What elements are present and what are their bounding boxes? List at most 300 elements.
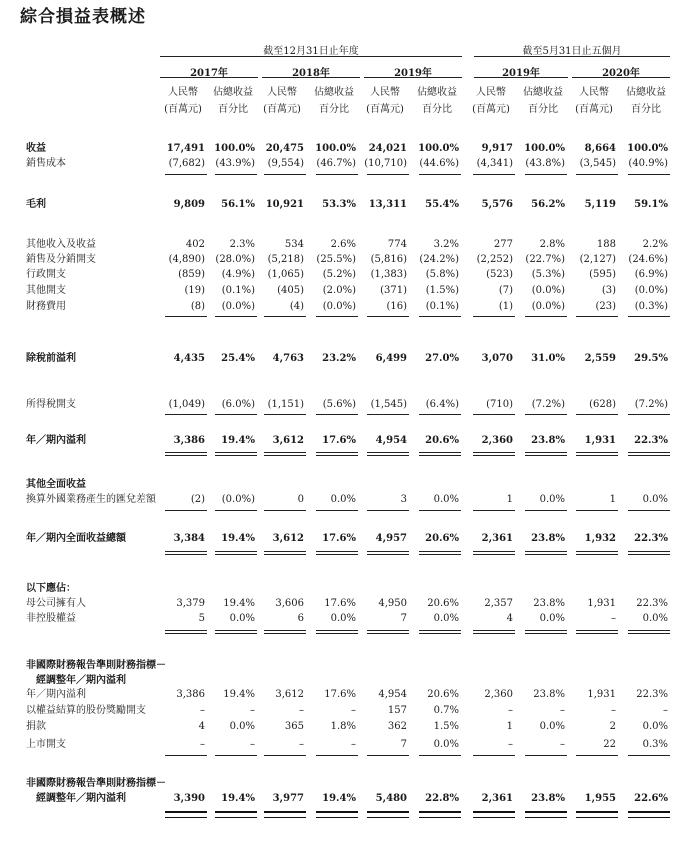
- subtotal-rule: [525, 811, 567, 818]
- subtotal-rule: [264, 630, 306, 634]
- subtotal-rule: [628, 551, 670, 555]
- percent-cell: (0.1%): [221, 285, 255, 296]
- subtotal-rule: [215, 316, 257, 317]
- subtotal-rule: [316, 811, 358, 818]
- subtotal-rule: [165, 414, 207, 415]
- subtotal-rule: [316, 510, 358, 511]
- table-row: [0, 434, 700, 448]
- subtotal-rule: [419, 551, 461, 555]
- percent-cell: (5.8%): [425, 269, 459, 280]
- rmb-column-header: (百萬元): [366, 104, 404, 115]
- percent-cell: 17.6%: [324, 689, 356, 700]
- row-label: 收益: [26, 143, 46, 154]
- percent-cell: 56.1%: [221, 199, 255, 210]
- amount-cell: 5,576: [481, 199, 513, 210]
- amount-cell: (405): [277, 285, 304, 296]
- percent-cell: 22.6%: [634, 793, 668, 804]
- amount-cell: 6,499: [375, 353, 407, 364]
- subtotal-rule: [473, 630, 515, 634]
- amount-cell: (371): [380, 285, 407, 296]
- subtotal-rule: [367, 452, 409, 456]
- subtotal-rule: [264, 551, 306, 555]
- row-label: 行政開支: [26, 269, 66, 280]
- percent-cell: 23.8%: [531, 435, 565, 446]
- percent-cell: –: [351, 705, 356, 716]
- amount-cell: 3,612: [272, 435, 304, 446]
- amount-cell: 10,921: [265, 199, 304, 210]
- percent-cell: 23.8%: [533, 598, 565, 609]
- percent-cell: (43.9%): [215, 158, 255, 169]
- subtotal-rule: [473, 755, 515, 756]
- subtotal-rule: [264, 811, 306, 818]
- page-title: 綜合損益表概述: [20, 7, 146, 27]
- table-row: [0, 300, 700, 314]
- amount-cell: 4,435: [173, 353, 205, 364]
- amount-cell: –: [299, 705, 304, 716]
- percent-column-header: 佔總收益: [417, 87, 457, 98]
- amount-cell: 3,386: [176, 689, 205, 700]
- amount-cell: (7,682): [168, 158, 205, 169]
- amount-cell: (1,151): [267, 399, 304, 410]
- amount-cell: 8,664: [584, 143, 616, 154]
- table-row: [0, 597, 700, 611]
- row-label: 母公司擁有人: [26, 598, 86, 609]
- subtotal-rule: [525, 414, 567, 415]
- percent-cell: 1.5%: [433, 721, 459, 732]
- rmb-column-header: 人民幣: [579, 87, 609, 98]
- percent-cell: 0.0%: [330, 613, 356, 624]
- percent-cell: 23.8%: [531, 533, 565, 544]
- amount-cell: 20,475: [265, 143, 304, 154]
- amount-cell: 362: [387, 721, 407, 732]
- subtotal-rule: [576, 811, 618, 818]
- table-row: [0, 284, 700, 298]
- percent-cell: 22.8%: [425, 793, 459, 804]
- amount-cell: (9,554): [267, 158, 304, 169]
- percent-cell: 20.6%: [425, 435, 459, 446]
- subtotal-rule: [473, 551, 515, 555]
- amount-cell: 3,070: [481, 353, 513, 364]
- table-row: [0, 612, 700, 626]
- table-row: [0, 704, 700, 718]
- year-header: 2019年: [502, 68, 540, 79]
- percent-cell: (0.0%): [531, 285, 565, 296]
- amount-cell: 1,931: [587, 598, 616, 609]
- amount-cell: 1,931: [587, 689, 616, 700]
- percent-cell: –: [351, 739, 356, 750]
- subtotal-rule: [419, 316, 461, 317]
- amount-cell: 2: [609, 721, 616, 732]
- percent-column-header: 百分比: [528, 104, 558, 115]
- subtotal-rule: [628, 755, 670, 756]
- percent-cell: 0.0%: [330, 494, 356, 505]
- row-label: 銷售成本: [26, 158, 66, 169]
- subtotal-rule: [628, 414, 670, 415]
- table-row: [0, 688, 700, 702]
- amount-cell: 1,932: [584, 533, 616, 544]
- amount-cell: (7): [498, 285, 513, 296]
- amount-cell: 2,559: [584, 353, 616, 364]
- subtotal-rule: [628, 811, 670, 818]
- percent-cell: (2.0%): [322, 285, 356, 296]
- subtotal-rule: [215, 510, 257, 511]
- amount-cell: 774: [387, 239, 407, 250]
- amount-cell: 1: [609, 494, 616, 505]
- subtotal-rule: [165, 316, 207, 317]
- percent-cell: 0.0%: [229, 721, 255, 732]
- amount-cell: 0: [297, 494, 304, 505]
- subtotal-rule: [525, 510, 567, 511]
- percent-column-header: 佔總收益: [314, 87, 354, 98]
- percent-cell: 0.3%: [642, 739, 668, 750]
- amount-cell: –: [200, 739, 205, 750]
- year-header: 2019年: [394, 68, 432, 79]
- rmb-column-header: 人民幣: [168, 87, 198, 98]
- subtotal-rule: [165, 510, 207, 511]
- table-row: [0, 198, 700, 212]
- percent-cell: 59.1%: [634, 199, 668, 210]
- amount-cell: 5,480: [375, 793, 407, 804]
- subtotal-rule: [264, 755, 306, 756]
- subtotal-rule: [628, 452, 670, 456]
- amount-cell: (1,545): [370, 399, 407, 410]
- percent-cell: 0.0%: [433, 494, 459, 505]
- amount-cell: 9,917: [481, 143, 513, 154]
- subtotal-rule: [525, 630, 567, 634]
- percent-cell: 100.0%: [627, 143, 668, 154]
- amount-cell: 4: [506, 613, 513, 624]
- amount-cell: (2,252): [476, 254, 513, 265]
- rmb-column-header: 人民幣: [476, 87, 506, 98]
- subtotal-rule: [215, 174, 257, 175]
- table-row: [0, 253, 700, 267]
- subtotal-rule: [367, 630, 409, 634]
- subtotal-rule: [576, 755, 618, 756]
- amount-cell: 5: [198, 613, 205, 624]
- percent-cell: 22.3%: [636, 689, 668, 700]
- amount-cell: 3: [400, 494, 407, 505]
- percent-column-header: 佔總收益: [626, 87, 666, 98]
- amount-cell: (523): [486, 269, 513, 280]
- subtotal-rule: [165, 755, 207, 756]
- subtotal-rule: [473, 174, 515, 175]
- percent-cell: 2.8%: [539, 239, 565, 250]
- percent-cell: (6.4%): [425, 399, 459, 410]
- year-rule: [474, 77, 568, 78]
- row-label: 非國際財務報告準則財務指標－: [26, 778, 166, 789]
- subtotal-rule: [367, 510, 409, 511]
- percent-cell: 19.4%: [223, 689, 255, 700]
- row-label: 以權益結算的股份獎勵開支: [26, 705, 146, 716]
- amount-cell: 2,360: [481, 435, 513, 446]
- percent-cell: (43.8%): [525, 158, 565, 169]
- percent-cell: 27.0%: [425, 353, 459, 364]
- table-row: [0, 238, 700, 252]
- amount-cell: –: [299, 739, 304, 750]
- year-header: 2018年: [292, 68, 330, 79]
- amount-cell: (710): [486, 399, 513, 410]
- subtotal-rule: [264, 316, 306, 317]
- row-label: 經調整年／期內溢利: [26, 793, 126, 804]
- subtotal-rule: [316, 316, 358, 317]
- subtotal-rule: [367, 316, 409, 317]
- rmb-column-header: (百萬元): [472, 104, 510, 115]
- row-label: 換算外國業務產生的匯兌差額: [26, 494, 156, 505]
- rmb-column-header: (百萬元): [575, 104, 613, 115]
- year-rule: [262, 77, 360, 78]
- amount-cell: (3,545): [579, 158, 616, 169]
- amount-cell: (859): [178, 269, 205, 280]
- percent-cell: (24.6%): [628, 254, 668, 265]
- amount-cell: (2): [190, 494, 205, 505]
- amount-cell: 4: [198, 721, 205, 732]
- column-group-header: 截至5月31日止五個月: [522, 46, 622, 57]
- table-row: [0, 398, 700, 412]
- percent-cell: 2.6%: [330, 239, 356, 250]
- amount-cell: –: [611, 705, 616, 716]
- percent-cell: (5.3%): [531, 269, 565, 280]
- percent-cell: 19.4%: [221, 793, 255, 804]
- amount-cell: (628): [589, 399, 616, 410]
- amount-cell: 188: [596, 239, 616, 250]
- amount-cell: (1,049): [168, 399, 205, 410]
- year-header: 2020年: [602, 68, 640, 79]
- percent-cell: (0.0%): [221, 494, 255, 505]
- subtotal-rule: [473, 316, 515, 317]
- percent-cell: (0.1%): [425, 301, 459, 312]
- percent-cell: –: [250, 739, 255, 750]
- subtotal-rule: [419, 174, 461, 175]
- subtotal-rule: [316, 630, 358, 634]
- percent-cell: 19.4%: [221, 533, 255, 544]
- subtotal-rule: [419, 510, 461, 511]
- amount-cell: 4,954: [375, 435, 407, 446]
- percent-cell: 0.0%: [539, 721, 565, 732]
- subtotal-rule: [576, 551, 618, 555]
- percent-cell: 1.8%: [330, 721, 356, 732]
- amount-cell: (4,890): [168, 254, 205, 265]
- subtotal-rule: [215, 551, 257, 555]
- rmb-column-header: 人民幣: [267, 87, 297, 98]
- percent-cell: –: [663, 705, 668, 716]
- subtotal-rule: [628, 316, 670, 317]
- percent-cell: 53.3%: [322, 199, 356, 210]
- amount-cell: 3,379: [176, 598, 205, 609]
- subtotal-rule: [316, 551, 358, 555]
- amount-cell: 9,809: [173, 199, 205, 210]
- table-row: [0, 352, 700, 366]
- percent-cell: 100.0%: [418, 143, 459, 154]
- amount-cell: (595): [589, 269, 616, 280]
- amount-cell: 24,021: [368, 143, 407, 154]
- subtotal-rule: [473, 414, 515, 415]
- amount-cell: 22: [603, 739, 616, 750]
- amount-cell: 4,954: [378, 689, 407, 700]
- subtotal-rule: [419, 755, 461, 756]
- amount-cell: 3,390: [173, 793, 205, 804]
- amount-cell: (2,127): [579, 254, 616, 265]
- amount-cell: 3,386: [173, 435, 205, 446]
- column-group-rule: [474, 56, 670, 57]
- table-row: [0, 493, 700, 507]
- rmb-column-header: 人民幣: [370, 87, 400, 98]
- row-label: 銷售及分銷開支: [26, 254, 96, 265]
- amount-cell: 3,612: [275, 689, 304, 700]
- percent-column-header: 百分比: [218, 104, 248, 115]
- percent-cell: 25.4%: [221, 353, 255, 364]
- subtotal-rule: [576, 510, 618, 511]
- column-group-header: 截至12月31日止年度: [263, 46, 359, 57]
- subtotal-rule: [316, 414, 358, 415]
- percent-cell: (0.0%): [531, 301, 565, 312]
- amount-cell: (4): [289, 301, 304, 312]
- percent-cell: 20.6%: [427, 598, 459, 609]
- percent-column-header: 百分比: [319, 104, 349, 115]
- subtotal-rule: [419, 452, 461, 456]
- percent-cell: (5.2%): [322, 269, 356, 280]
- amount-cell: 3,384: [173, 533, 205, 544]
- subtotal-rule: [215, 414, 257, 415]
- row-label: 毛利: [26, 199, 46, 210]
- percent-cell: (40.9%): [628, 158, 668, 169]
- percent-cell: –: [560, 705, 565, 716]
- amount-cell: 2,361: [481, 533, 513, 544]
- percent-cell: (0.0%): [221, 301, 255, 312]
- amount-cell: 4,950: [378, 598, 407, 609]
- percent-column-header: 佔總收益: [213, 87, 253, 98]
- amount-cell: (19): [184, 285, 205, 296]
- subtotal-rule: [165, 551, 207, 555]
- subtotal-rule: [576, 414, 618, 415]
- percent-cell: (22.7%): [525, 254, 565, 265]
- percent-cell: 2.2%: [642, 239, 668, 250]
- percent-cell: 55.4%: [425, 199, 459, 210]
- amount-cell: 2,361: [481, 793, 513, 804]
- subtotal-rule: [576, 630, 618, 634]
- amount-cell: 5,119: [584, 199, 616, 210]
- amount-cell: (16): [386, 301, 407, 312]
- table-row: [0, 674, 700, 688]
- amount-cell: (1,383): [370, 269, 407, 280]
- subtotal-rule: [473, 811, 515, 818]
- percent-cell: 17.6%: [322, 435, 356, 446]
- amount-cell: 3,977: [272, 793, 304, 804]
- percent-cell: 0.0%: [229, 613, 255, 624]
- table-row: [0, 792, 700, 806]
- amount-cell: (1): [498, 301, 513, 312]
- percent-cell: (6.0%): [221, 399, 255, 410]
- percent-cell: (5.6%): [322, 399, 356, 410]
- table-row: [0, 268, 700, 282]
- percent-cell: 19.4%: [223, 598, 255, 609]
- percent-cell: 23.8%: [533, 689, 565, 700]
- amount-cell: –: [508, 739, 513, 750]
- percent-cell: (46.7%): [316, 158, 356, 169]
- column-group-rule: [160, 56, 462, 57]
- table-row: [0, 720, 700, 734]
- percent-cell: 3.2%: [433, 239, 459, 250]
- subtotal-rule: [419, 811, 461, 818]
- table-row: [0, 738, 700, 752]
- amount-cell: (10,710): [364, 158, 407, 169]
- amount-cell: 7: [400, 613, 407, 624]
- percent-cell: (7.2%): [531, 399, 565, 410]
- amount-cell: 7: [400, 739, 407, 750]
- amount-cell: –: [611, 613, 616, 624]
- subtotal-rule: [525, 316, 567, 317]
- subtotal-rule: [215, 755, 257, 756]
- percent-cell: 0.0%: [642, 494, 668, 505]
- amount-cell: 1: [506, 721, 513, 732]
- row-label: 年／期內全面收益總額: [26, 533, 126, 544]
- row-label: 年／期內溢利: [26, 435, 86, 446]
- percent-cell: 22.3%: [634, 533, 668, 544]
- row-label: 年／期內溢利: [26, 689, 86, 700]
- percent-cell: 20.6%: [427, 689, 459, 700]
- row-label: 以下應佔：: [26, 583, 76, 594]
- subtotal-rule: [419, 630, 461, 634]
- percent-cell: 0.0%: [433, 739, 459, 750]
- subtotal-rule: [525, 551, 567, 555]
- subtotal-rule: [367, 174, 409, 175]
- subtotal-rule: [525, 755, 567, 756]
- percent-column-header: 百分比: [631, 104, 661, 115]
- percent-cell: 19.4%: [221, 435, 255, 446]
- percent-cell: (25.5%): [316, 254, 356, 265]
- percent-cell: (24.2%): [419, 254, 459, 265]
- percent-cell: 100.0%: [524, 143, 565, 154]
- amount-cell: 534: [284, 239, 304, 250]
- amount-cell: 402: [185, 239, 205, 250]
- subtotal-rule: [576, 452, 618, 456]
- amount-cell: (23): [595, 301, 616, 312]
- percent-column-header: 百分比: [422, 104, 452, 115]
- percent-cell: 29.5%: [634, 353, 668, 364]
- year-rule: [160, 77, 258, 78]
- rmb-column-header: (百萬元): [263, 104, 301, 115]
- percent-cell: (44.6%): [419, 158, 459, 169]
- subtotal-rule: [525, 174, 567, 175]
- row-label: 除稅前溢利: [26, 353, 76, 364]
- subtotal-rule: [628, 630, 670, 634]
- subtotal-rule: [264, 452, 306, 456]
- subtotal-rule: [525, 452, 567, 456]
- subtotal-rule: [215, 452, 257, 456]
- subtotal-rule: [165, 174, 207, 175]
- percent-cell: 56.2%: [531, 199, 565, 210]
- percent-cell: 22.3%: [634, 435, 668, 446]
- percent-cell: 31.0%: [531, 353, 565, 364]
- percent-cell: 0.0%: [433, 613, 459, 624]
- amount-cell: 277: [493, 239, 513, 250]
- percent-cell: (0.0%): [634, 285, 668, 296]
- subtotal-rule: [165, 452, 207, 456]
- table-row: [0, 659, 700, 673]
- table-row: [0, 157, 700, 171]
- subtotal-rule: [576, 316, 618, 317]
- amount-cell: 3,606: [275, 598, 304, 609]
- rmb-column-header: (百萬元): [164, 104, 202, 115]
- row-label: 財務費用: [26, 301, 66, 312]
- amount-cell: 1: [506, 494, 513, 505]
- subtotal-rule: [165, 630, 207, 634]
- subtotal-rule: [215, 630, 257, 634]
- table-row: [0, 142, 700, 156]
- amount-cell: 1,955: [584, 793, 616, 804]
- row-label: 其他收入及收益: [26, 239, 96, 250]
- amount-cell: (5,816): [370, 254, 407, 265]
- amount-cell: (4,341): [476, 158, 513, 169]
